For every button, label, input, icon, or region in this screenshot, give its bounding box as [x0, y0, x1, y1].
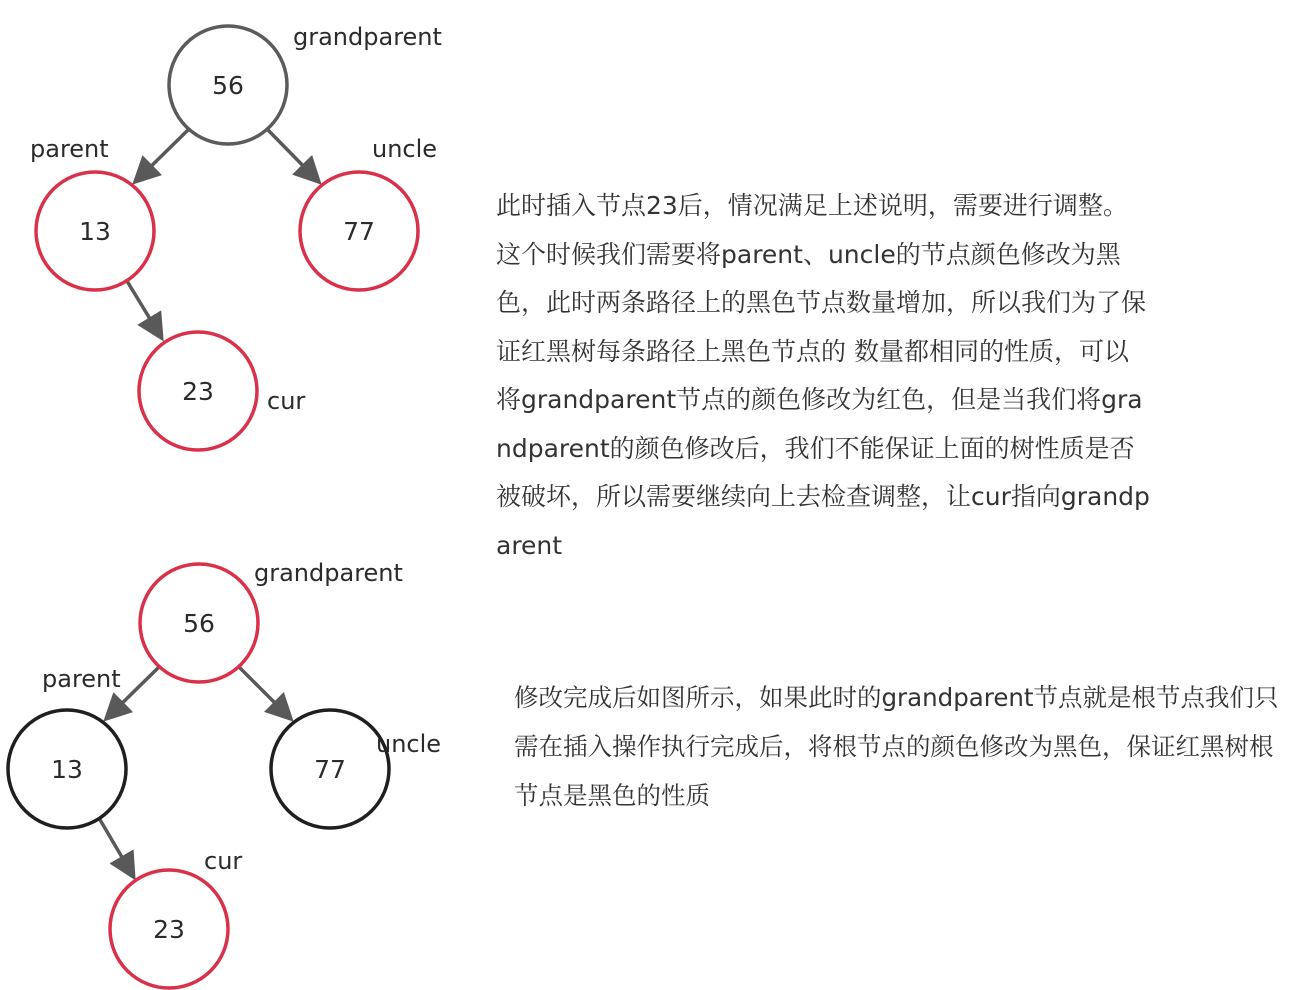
- label-parent: parent: [30, 135, 109, 163]
- node-grandparent-value: 56: [212, 71, 244, 100]
- node-parent-value: 13: [51, 755, 83, 784]
- node-parent-value: 13: [79, 217, 111, 246]
- label-cur: cur: [204, 847, 243, 875]
- edge-parent-cur: [127, 281, 161, 337]
- label-cur: cur: [267, 387, 306, 415]
- edge-grandparent-uncle: [268, 130, 318, 181]
- node-cur-value: 23: [153, 915, 185, 944]
- label-uncle: uncle: [372, 135, 438, 163]
- node-uncle-value: 77: [314, 755, 346, 784]
- node-grandparent-value: 56: [183, 609, 215, 638]
- tree-before: [30, 23, 442, 450]
- label-parent: parent: [42, 665, 121, 693]
- label-grandparent: grandparent: [254, 559, 403, 587]
- label-uncle: uncle: [376, 730, 442, 758]
- node-cur-value: 23: [182, 377, 214, 406]
- node-uncle-value: 77: [343, 217, 375, 246]
- explanation-paragraph-2: 修改完成后如图所示，如果此时的grandparent节点就是根节点我们只需在插入操作执行完成后，将根节点的颜色修改为黑色，保证红黑树根节点是黑色的性质: [514, 683, 1279, 810]
- edge-grandparent-uncle: [239, 667, 290, 718]
- edge-grandparent-parent: [136, 130, 188, 181]
- explanation-paragraph-1: 此时插入节点23后，情况满足上述说明，需要进行调整。 这个时候我们需要将parent、uncle的节点颜色修改为黑色，此时两条路径上的黑色节点数量增加，所以我们为了保证红黑树每条路径上黑色节点的 数量都相同的性质，可以将grandparent节点的颜色修改为红色，但是当我们将grandparent的颜色修改后，我们不能保证上面的树性质是否被破坏，所以需要继续向上去检查调整，让cur指向grandparent: [496, 191, 1150, 560]
- tree-after: [8, 559, 441, 988]
- edge-parent-cur: [99, 818, 133, 876]
- label-grandparent: grandparent: [293, 23, 442, 51]
